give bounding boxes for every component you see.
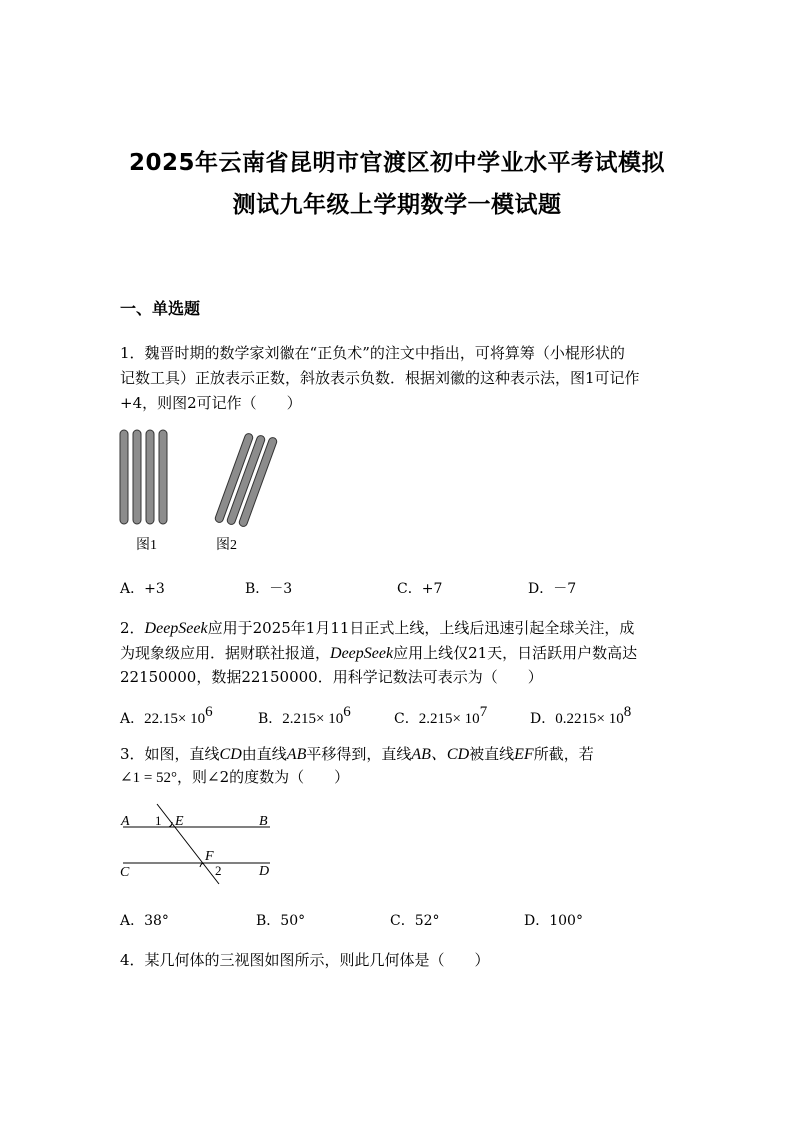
figure-1-upright-rods <box>120 430 167 524</box>
q2-c-mantissa: 2.215 <box>418 711 453 727</box>
q2-line2-pre: 为现象级应用．据财联社报道， <box>120 644 331 662</box>
angle-1-value: ∠1 = 52° <box>120 770 178 786</box>
q2-line1-text: 应用于2025年1月11日正式上线，上线后迅速引起全球关注，成 <box>207 619 635 637</box>
q2-option-c[interactable] <box>394 704 487 728</box>
q2-option-b[interactable] <box>258 704 351 728</box>
q1-option-d[interactable]: D．－7 <box>528 581 577 597</box>
point-c-label: C <box>120 865 130 880</box>
times-ten: × 10 <box>452 711 480 727</box>
q1-option-b[interactable]: B．－3 <box>245 581 293 597</box>
q3-text-line-2 <box>120 766 349 787</box>
q3-text-line-1 <box>120 741 594 764</box>
q3-option-a[interactable]: A．38° <box>120 913 169 929</box>
q2-option-d[interactable] <box>530 704 631 728</box>
q2-text-line-3: 22150000，数据22150000．用科学记数法可表示为（ ） <box>120 668 543 686</box>
q2-text-line-1 <box>120 617 634 638</box>
q2-b-mantissa: 2.215 <box>282 711 317 727</box>
q2-number: 2． <box>120 619 145 637</box>
angle-1-label: 1 <box>155 813 162 828</box>
line-ef: EF <box>514 746 534 763</box>
section-heading: 一、单选题 <box>120 299 201 318</box>
q1-option-c[interactable]: C．+7 <box>397 581 443 597</box>
figure-2-label: 图2 <box>216 538 237 553</box>
times-ten: × 10 <box>596 711 624 727</box>
point-d-label: D <box>259 864 270 879</box>
option-letter: B． <box>258 711 283 727</box>
q2-line2-rest: 应用上线仅21天，日活跃用户数高达 <box>393 644 638 662</box>
page-title-line-1: 2025年云南省昆明市官渡区初中学业水平考试模拟 <box>128 150 665 176</box>
q2-option-a[interactable] <box>120 704 213 728</box>
q2-c-exponent: 7 <box>479 704 488 720</box>
q3-text-rest: ，则∠2的度数为（ ） <box>177 768 350 786</box>
lines-ab-cd: AB、CD <box>411 746 470 763</box>
q3-option-c[interactable]: C．52° <box>390 913 440 929</box>
line-ab: AB <box>286 746 307 763</box>
q1-counting-rods-figure <box>110 425 290 560</box>
q2-text-line-2 <box>120 642 637 663</box>
q2-d-mantissa: 0.2215 <box>555 711 597 727</box>
q2-a-exponent: 6 <box>205 704 213 720</box>
q1-text-line-3: +4，则图2可记作（ ） <box>120 394 302 412</box>
option-letter: D． <box>530 711 556 727</box>
q2-brand-name-2: DeepSeek <box>330 645 394 662</box>
point-e-label: E <box>175 814 184 829</box>
q4-text: 4．某几何体的三视图如图所示，则此几何体是（ ） <box>120 951 490 969</box>
q2-d-exponent: 8 <box>623 704 632 720</box>
q3-option-b[interactable]: B．50° <box>256 913 306 929</box>
page-title-line-2: 测试九年级上学期数学一模试题 <box>232 192 562 218</box>
q2-a-mantissa: 22.15 <box>144 711 178 727</box>
q1-option-a[interactable]: A．+3 <box>120 581 165 597</box>
point-b-label: B <box>259 814 268 829</box>
q2-brand-name: DeepSeek <box>144 620 208 637</box>
figure-2-slanted-rods <box>214 432 278 527</box>
q3-text-a: 3．如图，直线 <box>120 745 220 763</box>
times-ten: × 10 <box>316 711 344 727</box>
point-f-label: F <box>205 849 214 864</box>
q3-text-d: 被直线 <box>469 745 515 763</box>
point-a-label: A <box>121 814 130 829</box>
q1-text-line-1: 1．魏晋时期的数学家刘徽在“正负术”的注文中指出，可将算筹（小棍形状的 <box>120 344 625 362</box>
q1-text-line-2: 记数工具）正放表示正数，斜放表示负数．根据刘徽的这种表示法，图1可记作 <box>120 369 640 387</box>
q2-b-exponent: 6 <box>343 704 351 720</box>
q3-parallel-lines-figure <box>115 800 285 890</box>
q3-text-b: 由直线 <box>241 745 287 763</box>
option-letter: A． <box>120 711 145 727</box>
figure-1-label: 图1 <box>136 538 157 553</box>
option-letter: C． <box>394 711 419 727</box>
angle-2-label: 2 <box>215 863 222 878</box>
q3-text-e: 所截，若 <box>533 745 594 763</box>
times-ten: × 10 <box>177 711 206 727</box>
q3-option-d[interactable]: D．100° <box>524 913 583 929</box>
line-cd: CD <box>219 746 242 763</box>
q3-text-c: 平移得到，直线 <box>306 745 412 763</box>
